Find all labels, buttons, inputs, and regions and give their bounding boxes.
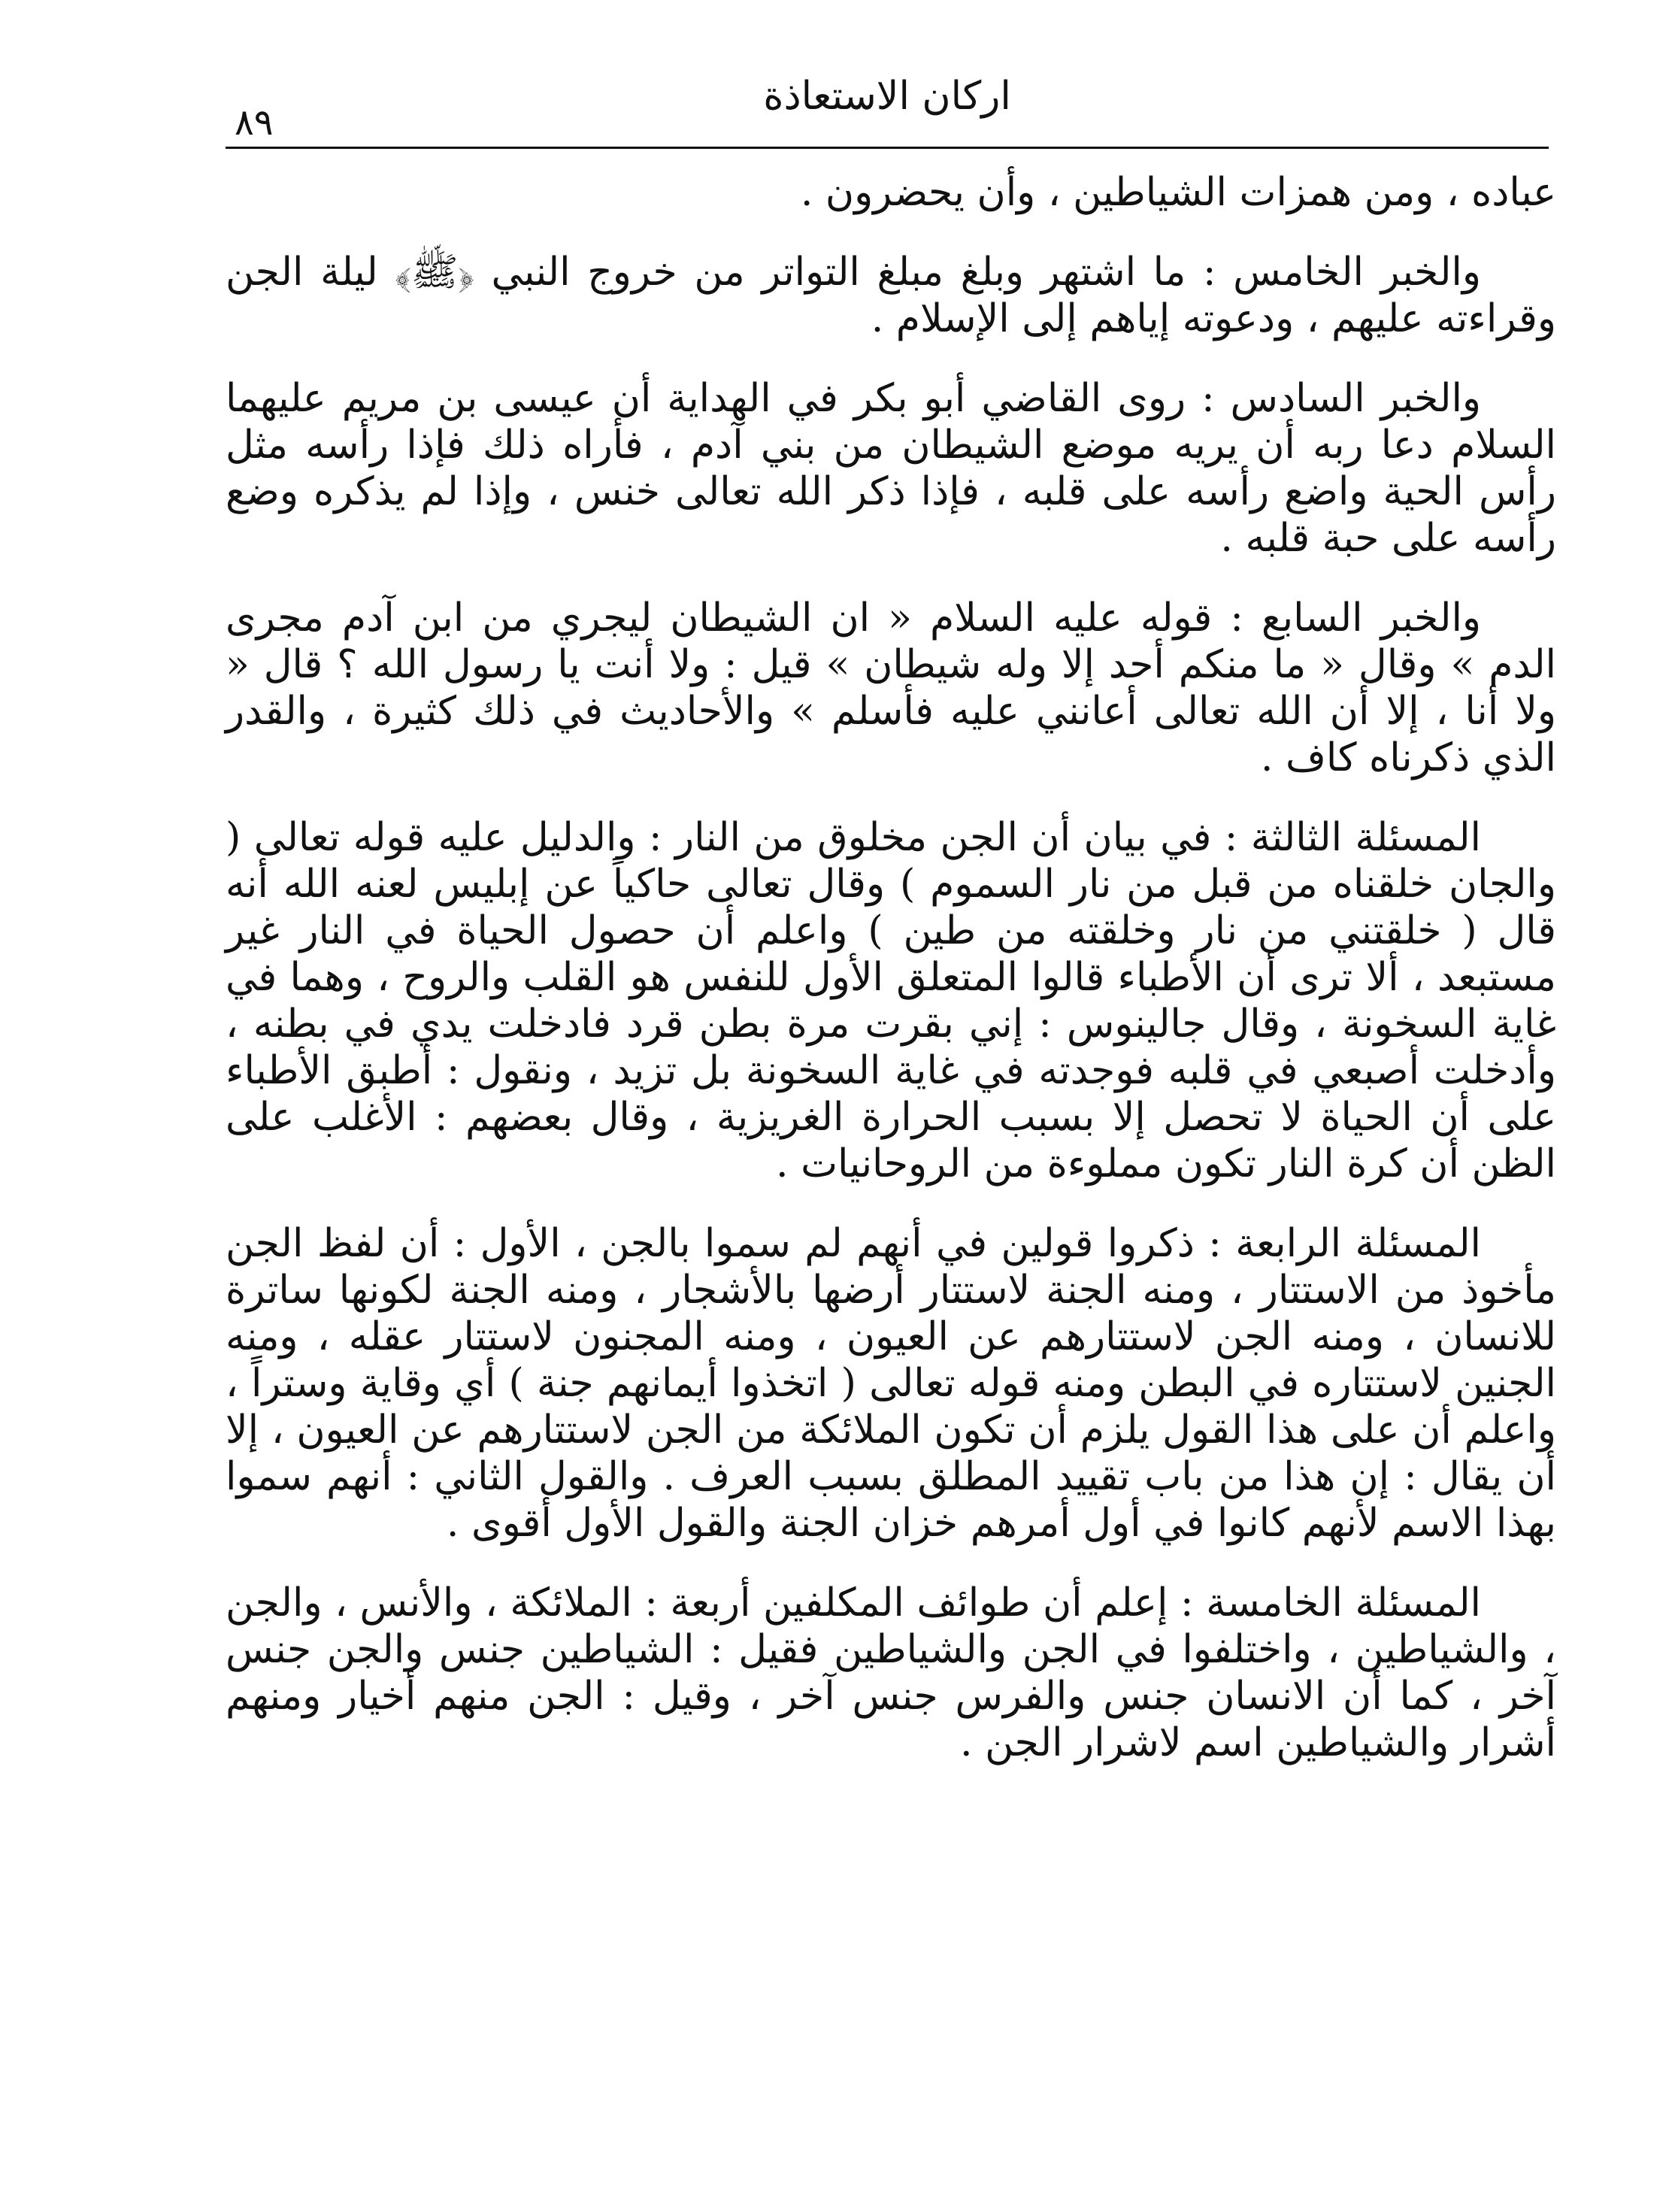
header-rule xyxy=(226,147,1549,149)
paragraph-fourth-question: المسئلة الرابعة : ذكروا قولين في أنهم لم سموا بالجن ، الأول : أن لفظ الجن مأخوذ من الاستتار ، ومنه الجنة لاستتار أرضها بالأشجار ، ومنه الجنة لكونها ساترة للانسان ، ومنه الجن لاستتارهم عن العيون ، ومنه المجنون لاستتار عقله ، ومنه الجنين لاستتاره في البطن ومنه قوله تعالى ( اتخذوا أيمانهم جنة ) أي وقاية وستراً ، واعلم أن على هذا القول يلزم أن تكون الملائكة من الجن لاستتارهم عن العيون ، إلا أن يقال : إن هذا من باب تقييد المطلق بسبب العرف . والقول الثاني : أنهم سموا بهذا الاسم لأنهم كانوا في أول أمرهم خزان الجنة والقول الأول أقوى . xyxy=(226,1221,1556,1546)
paragraph-fifth-report: والخبر الخامس : ما اشتهر وبلغ مبلغ التواتر من خروج النبي ﴿ﷺ﴾ ليلة الجن وقراءته عليهم ، ودعوته إياهم إلى الإسلام . xyxy=(226,250,1556,341)
page-header xyxy=(226,53,1549,150)
running-title: اركان الاستعاذة xyxy=(763,74,1011,119)
body-text xyxy=(226,169,1556,1799)
paragraph-fifth-question: المسئلة الخامسة : إعلم أن طوائف المكلفين أربعة : الملائكة ، والأنس ، والجن ، والشياطين ، واختلفوا في الجن والشياطين فقيل : الشياطين جنس والجن جنس آخر ، كما أن الانسان جنس والفرس جنس آخر ، وقيل : الجن منهم أخيار ومنهم أشرار والشياطين اسم لاشرار الجن . xyxy=(226,1580,1556,1765)
paragraph-seventh-report: والخبر السابع : قوله عليه السلام « ان الشيطان ليجري من ابن آدم مجرى الدم » وقال « ما منكم أحد إلا وله شيطان » قيل : ولا أنت يا رسول الله ؟ قال « ولا أنا ، إلا أن الله تعالى أعانني عليه فأسلم » والأحاديث في ذلك كثيرة ، والقدر الذي ذكرناه كاف . xyxy=(226,595,1556,780)
page-number: ٨٩ xyxy=(235,102,274,144)
paragraph-sixth-report: والخبر السادس : روى القاضي أبو بكر في الهداية أن عيسى بن مريم عليهما السلام دعا ربه أن يريه موضع الشيطان من بني آدم ، فأراه ذلك فإذا رأسه مثل رأس الحية واضع رأسه على قلبه ، فإذا ذكر الله تعالى خنس ، وإذا لم يذكره وضع رأسه على حبة قلبه . xyxy=(226,376,1556,561)
paragraph-third-question: المسئلة الثالثة : في بيان أن الجن مخلوق من النار : والدليل عليه قوله تعالى ( والجان خلقناه من قبل من نار السموم ) وقال تعالى حاكياً عن إبليس لعنه الله أنه قال ( خلقتني من نار وخلقته من طين ) واعلم أن حصول الحياة في النار غير مستبعد ، ألا ترى أن الأطباء قالوا المتعلق الأول للنفس هو القلب والروح ، وهما في غاية السخونة ، وقال جالينوس : إني بقرت مرة بطن قرد فادخلت يدي في بطنه ، وأدخلت أصبعي في قلبه فوجدته في غاية السخونة بل تزيد ، ونقول : أطبق الأطباء على أن الحياة لا تحصل إلا بسبب الحرارة الغريزية ، وقال بعضهم : الأغلب على الظن أن كرة النار تكون مملوءة من الروحانيات . xyxy=(226,815,1556,1186)
paragraph-continuation: عباده ، ومن همزات الشياطين ، وأن يحضرون . xyxy=(800,170,1556,215)
